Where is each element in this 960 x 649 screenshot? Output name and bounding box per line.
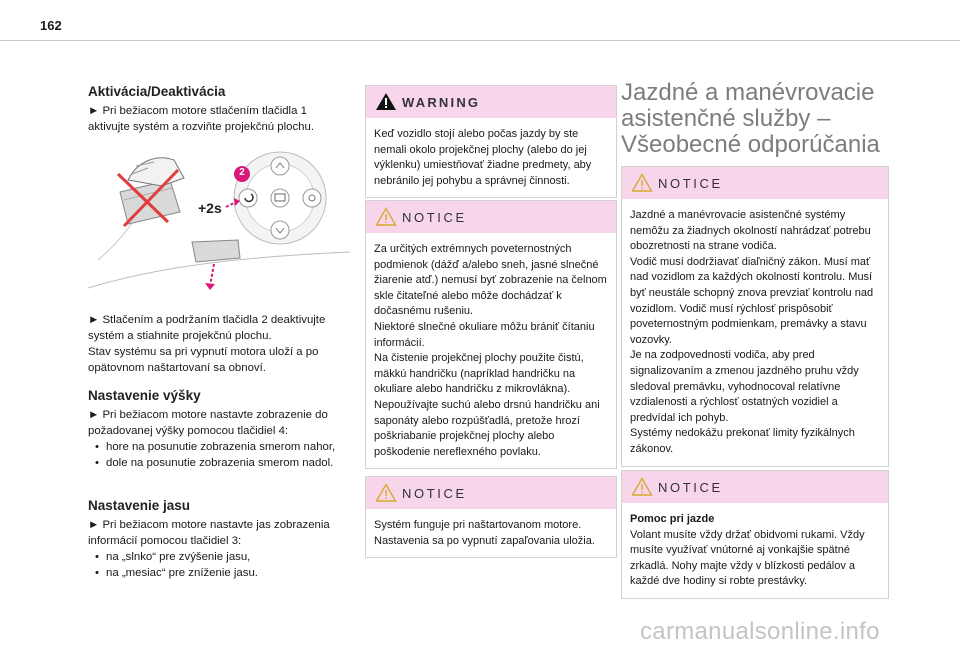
heading-height: Nastavenie výšky <box>88 388 201 403</box>
watermark: carmanualsonline.info <box>640 618 880 645</box>
notice-banner <box>366 201 616 233</box>
notice-label: NOTICE <box>658 176 723 191</box>
brightness-list <box>88 550 350 582</box>
notice-paragraph: Vodič musí dodržiavať diaľničný zákon. Musí mať nad vozidlom za každých okolností kontrolu. Musí byť neustále schopný znova prevziať kontrolu nad vozidlom. Vodič musí rýchlosť prispôsobiť poveternostným podmienkam, premávky a stavu vozovky. <box>630 255 874 346</box>
paragraph-state-memory: Stav systému sa pri vypnutí motora uloží a po opätovnom naštartovaní sa obnoví. <box>88 346 319 374</box>
list-item: • hore na posunutie zobrazenia smerom nahor, <box>95 440 350 456</box>
notice-text: Systém funguje pri naštartovanom motore. Nastavenia sa po vypnutí zapaľovania uložia. <box>374 519 595 547</box>
hud-control-illustration <box>88 140 350 290</box>
notice-heading: Pomoc pri jazde <box>630 513 715 525</box>
notice-triangle-icon <box>375 483 397 502</box>
notice-banner <box>366 477 616 509</box>
list-item: • na „mesiac“ pre zníženie jasu. <box>95 566 350 582</box>
notice-paragraph: Jazdné a manévrovacie asistenčné systémy nemôžu za žiadnych okolností nahrádzať potrebu obozretnosti na strane vodiča. <box>630 209 871 253</box>
warning-banner <box>366 86 616 118</box>
header-rule <box>0 40 960 41</box>
warning-triangle-icon <box>375 92 397 111</box>
height-list <box>88 440 350 472</box>
notice-triangle-icon <box>375 207 397 226</box>
notice-banner <box>622 167 888 199</box>
notice-label: NOTICE <box>402 210 467 225</box>
button-number-badge: 2 <box>239 167 245 178</box>
paragraph-brightness: ► Pri bežiacom motore nastavte jas zobrazenia informácií pomocou tlačidiel 3: <box>88 519 330 547</box>
paragraph-activate: ► Pri bežiacom motore stlačením tlačidla 1 aktivujte systém a rozviňte projekčnú plochu. <box>88 105 315 133</box>
warning-text: Keď vozidlo stojí alebo počas jazdy by ste nemali okolo projekčnej plochy (alebo do jej výklenku) umiestňovať žiadne predmety, aby nebránilo jej pohybu a správnej činnosti. <box>374 128 592 187</box>
notice-triangle-icon <box>631 477 653 496</box>
warning-box <box>365 85 617 198</box>
notice-box-conditions <box>365 200 617 469</box>
list-item: • na „slnko“ pre zvýšenie jasu, <box>95 550 350 566</box>
notice-paragraph: Na čistenie projekčnej plochy použite čistú, mäkkú handričku (napríklad handričku na okuliare alebo handričku z mikrovlákna). Nepoužívajte suchú alebo drsnú handričku ani saponáty alebo rozpúšťadlá, pretože hrozí poškriabanie projekčnej plochy alebo poškodenie nereflexného povlaku. <box>374 352 600 458</box>
notice-box-memory <box>365 476 617 558</box>
page-number: 162 <box>40 18 62 33</box>
notice-paragraph: Systémy nedokážu prekonať limity fyzikálnych zákonov. <box>630 427 855 455</box>
list-item: • dole na posunutie zobrazenia smerom nadol. <box>95 456 350 472</box>
notice-box-driving-aid <box>621 470 889 599</box>
notice-label: NOTICE <box>402 486 467 501</box>
warning-label: WARNING <box>402 95 481 110</box>
notice-label: NOTICE <box>658 480 723 495</box>
hold-duration-label: +2s <box>198 200 222 216</box>
notice-text: Volant musíte vždy držať obidvomi rukami. Vždy musíte využívať vnútorné aj vonkajšie spätné zrkadlá. Nohy majte vždy v blízkosti pedálov a každé dve hodiny si robte prestávky. <box>630 528 865 588</box>
notice-paragraph: Niektoré slnečné okuliare môžu brániť čítaniu informácií. <box>374 320 595 349</box>
section-title: Jazdné a manévrovacie asistenčné služby – Všeobecné odporúčania <box>621 79 880 158</box>
notice-paragraph: Za určitých extrémnych poveternostných podmienok (dážď a/alebo sneh, jasné slnečné žiarenie atď.) nemusí byť zobrazenie na čelnom skle čitateľné alebo môže dochádzať k dočasnému rušeniu. <box>374 243 607 318</box>
notice-triangle-icon <box>631 173 653 192</box>
heading-activation: Aktivácia/Deaktivácia <box>88 84 226 99</box>
paragraph-height: ► Pri bežiacom motore nastavte zobrazenie do požadovanej výšky pomocou tlačidiel 4: <box>88 409 328 437</box>
heading-brightness: Nastavenie jasu <box>88 498 191 513</box>
paragraph-deactivate: ► Stlačením a podržaním tlačidla 2 deaktivujte systém a stiahnite projekčnú plochu. <box>88 314 326 342</box>
notice-banner <box>622 471 888 503</box>
notice-paragraph: Je na zodpovednosti vodiča, aby pred signalizovaním a zmenou jazdného pruhu vždy sledoval premávku, vyhodnocoval relatívne vzdialenosti a rýchlosť ostatných vozidiel a predvídal ich pohyb. <box>630 349 859 424</box>
notice-box-general <box>621 166 889 467</box>
